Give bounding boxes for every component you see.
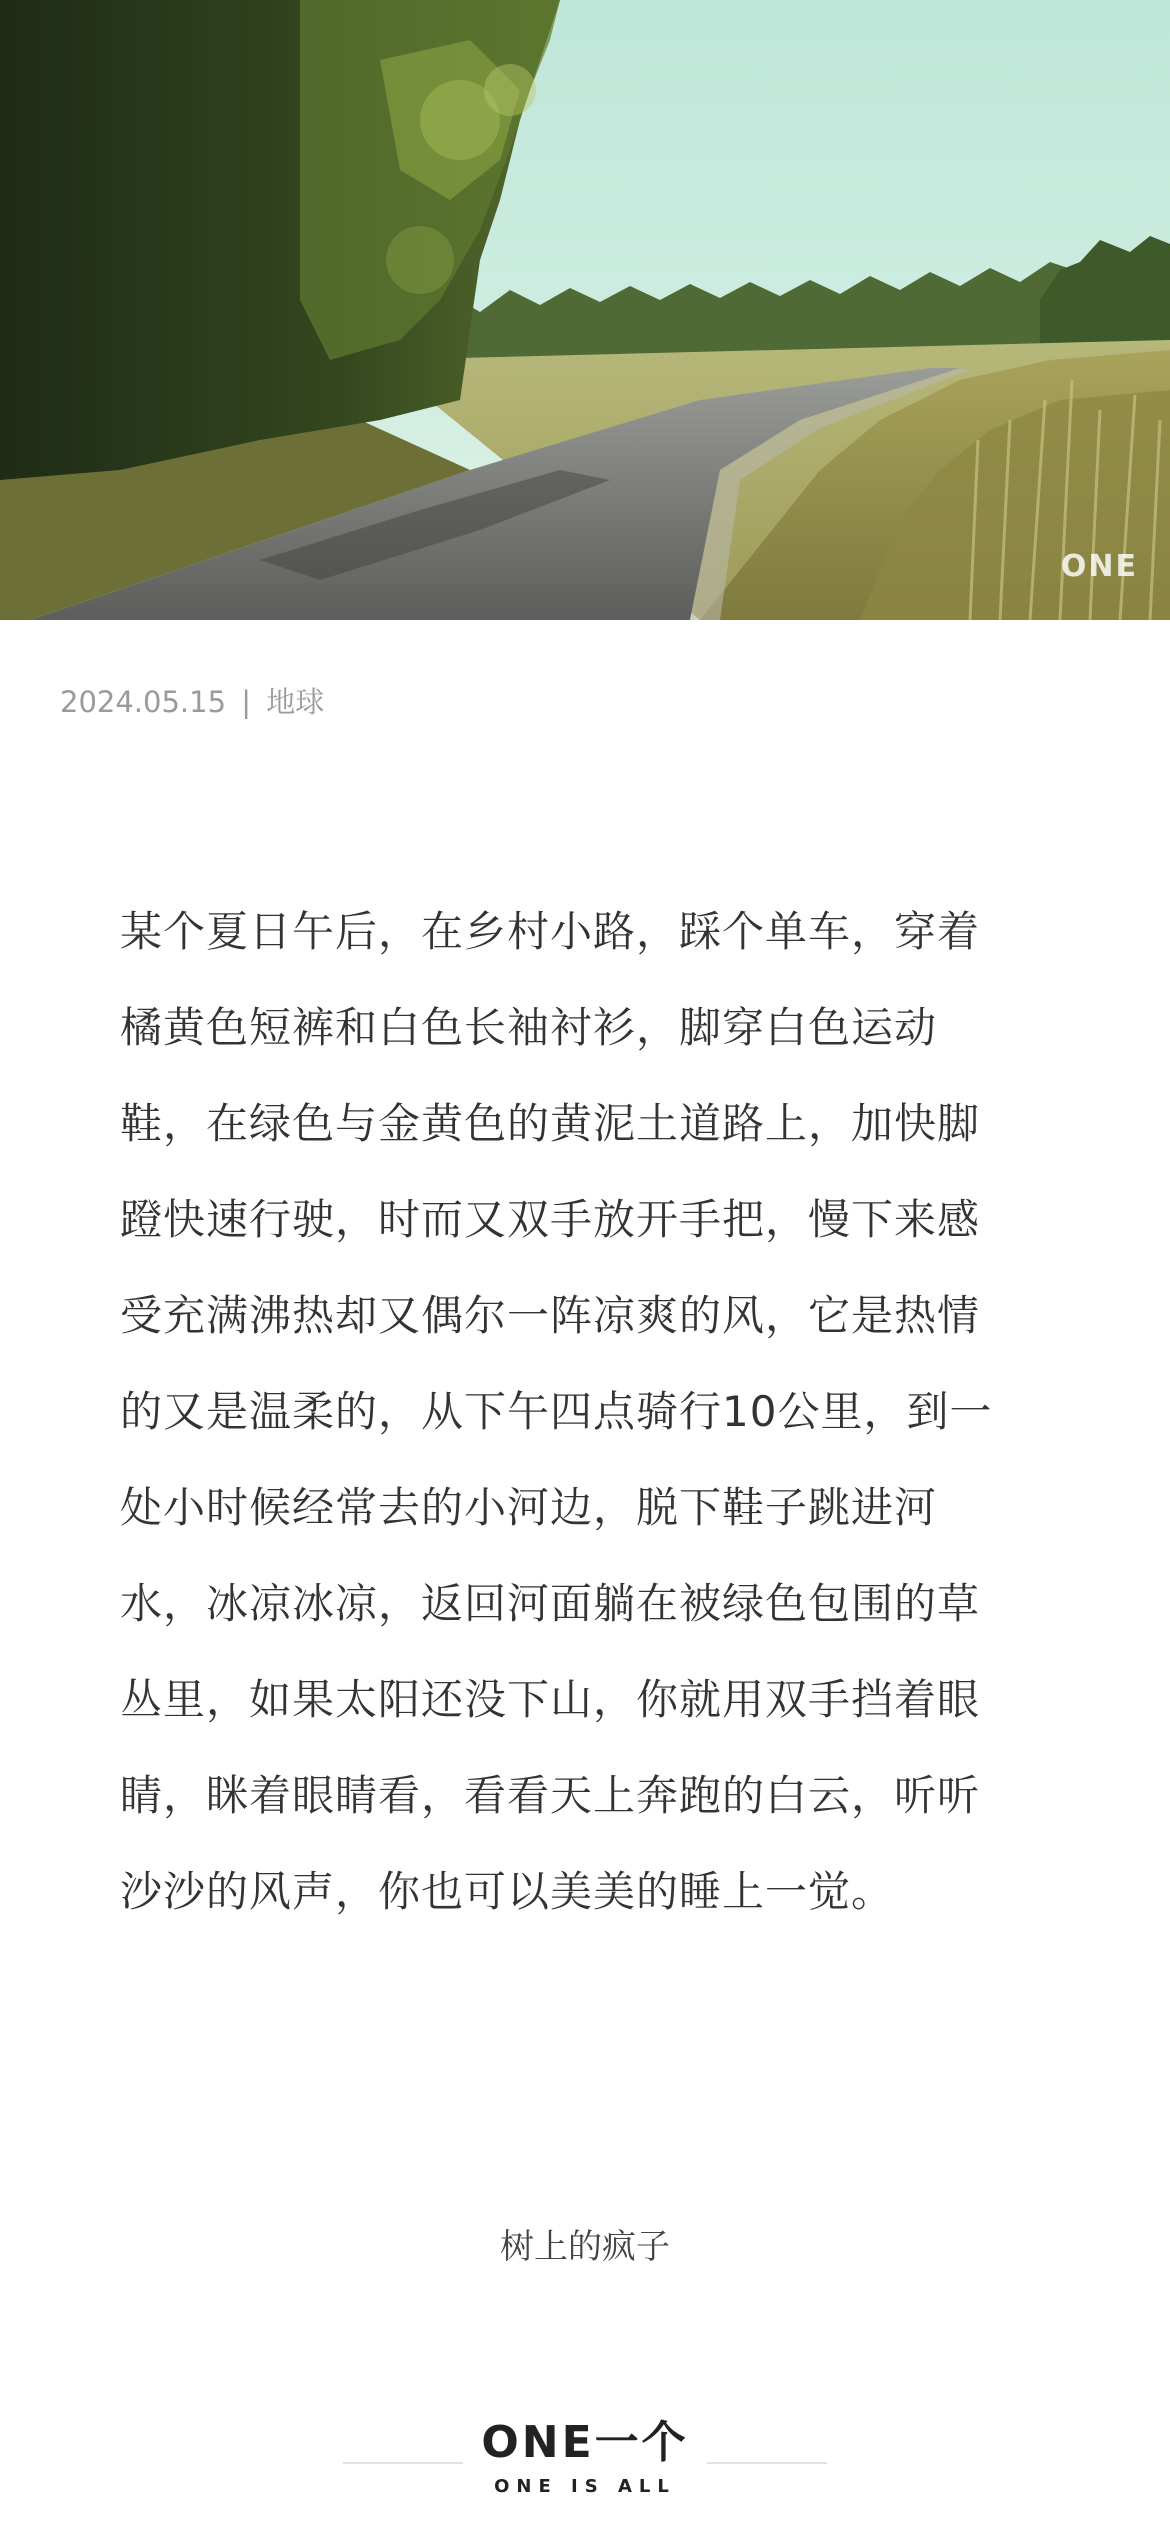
author-name: 树上的疯子 (500, 2227, 670, 2267)
article-line: 丛里，如果太阳还没下山，你就用双手挡着眼 (120, 1675, 981, 1724)
hero-image (0, 0, 1170, 620)
article-line: 受充满沸热却又偶尔一阵凉爽的风，它是热情 (120, 1291, 981, 1340)
brand-tagline: ONE IS ALL (494, 2476, 676, 2497)
article-meta (60, 680, 324, 724)
article-body (120, 884, 1080, 1940)
article-line: 鞋，在绿色与金黄色的黄泥土道路上，加快脚 (120, 1099, 981, 1148)
location-label: 地球 (266, 685, 325, 719)
hero-watermark: ONE (1060, 549, 1138, 584)
article-line: 处小时候经常去的小河边，脱下鞋子跳进河 (120, 1483, 938, 1532)
article-line: 蹬快速行驶，时而又双手放开手把，慢下来感 (120, 1195, 981, 1244)
article-line: 某个夏日午后，在乡村小路，踩个单车，穿着 (120, 907, 981, 956)
meta-separator: | (241, 685, 252, 719)
article-line: 的又是温柔的，从下午四点骑行10公里，到一 (120, 1387, 993, 1436)
article-line: 水，冰凉冰凉，返回河面躺在被绿色包围的草 (120, 1579, 981, 1628)
brand-logo: ONE一个 (481, 2417, 689, 2468)
publish-date: 2024.05.15 (60, 685, 227, 719)
article-line: 橘黄色短裤和白色长袖衬衫，脚穿白色运动 (120, 1003, 938, 1052)
article-line: 睛，眯着眼睛看，看看天上奔跑的白云，听听 (120, 1771, 981, 1820)
article-line: 沙沙的风声，你也可以美美的睡上一觉。 (120, 1867, 895, 1916)
country-road-photo (0, 0, 1170, 620)
